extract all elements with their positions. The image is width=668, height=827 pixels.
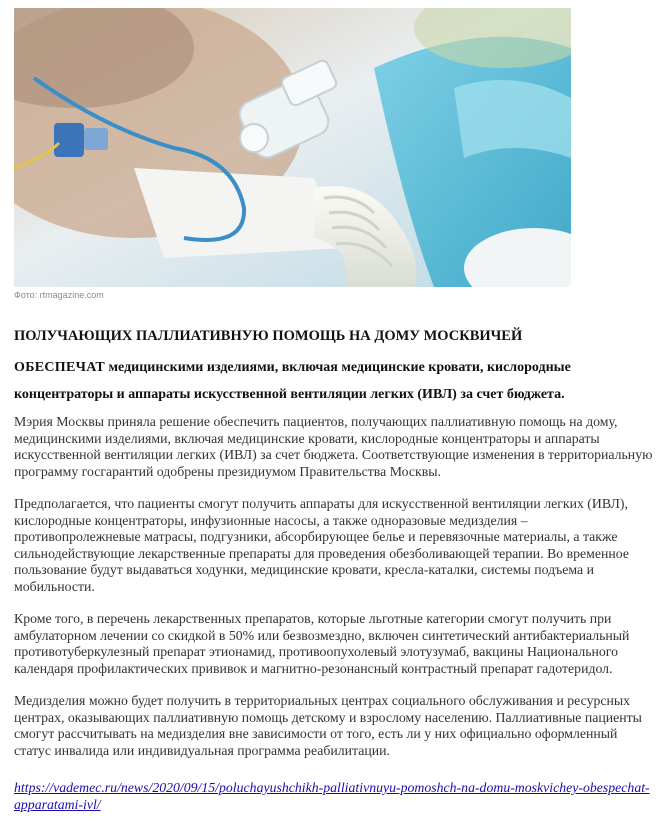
article-subheading: [14, 354, 654, 408]
paragraph: Мэрия Москвы приняла решение обеспечить пациентов, получающих паллиативную помощь на дому, медицинскими изделиями, включая медицинские кровати, кислородные концентраторы и аппараты искусственной вентиляции легких (ИВЛ) за счет бюджета. Соответствующие изменения в территориальную программу госгарантий одобрены президиумом Правительства Москвы.: [14, 414, 653, 479]
subheading-text: медицинскими изделиями, включая медицинские кровати, кислородные концентраторы и аппараты искусственной вентиляции легких (ИВЛ) за счет бюджета.: [14, 360, 571, 402]
paragraph: Медизделия можно будет получить в территориальных центрах социального обслуживания и ресурсных центрах, оказывающих паллиативную помощь детскому и взрослому населению. Паллиативные пациенты смогут рассчитывать на медизделия вне зависимости от того, есть ли у них официально оформленный статус инвалида или индивидуальная программа реабилитации.: [14, 693, 642, 758]
source-link[interactable]: https://vademec.ru/news/2020/09/15/poluchayushchikh-palliativnuyu-pomoshch-na-domu-moskvichey-obespechat-apparatami-ivl/: [14, 780, 650, 812]
source-link-container: [14, 780, 654, 813]
ventilator-illustration: [14, 8, 571, 287]
article-photo: [14, 8, 571, 287]
paragraph: Кроме того, в перечень лекарственных препаратов, которые льготные категории смогут получить при амбулаторном лечении со скидкой в 50% или безвозмездно, включен синтетический антибактериальный противотуберкулезный препарат этионамид, противоопухолевый элотузумаб, вакцины Национального календаря профилактических прививок и магнитно-резонансный контрастный препарат гадотеридол.: [14, 611, 630, 676]
article-headline: ПОЛУЧАЮЩИХ ПАЛЛИАТИВНУЮ ПОМОЩЬ НА ДОМУ МОСКВИЧЕЙ: [14, 328, 523, 344]
photo-credit: Фото: rtmagazine.com: [14, 290, 104, 300]
subheading-lead: ОБЕСПЕЧАТ: [14, 360, 106, 375]
paragraph: Предполагается, что пациенты смогут получить аппараты для искусственной вентиляции легких (ИВЛ), кислородные концентраторы, инфузионные насосы, а также одноразовые медизделия – противопролежневые матрасы, подгузники, абсорбирующее белье и перевязочные материалы, а также сильнодействующие лекарственные препараты для проведения обезболивающей терапии. Во временное пользование будут выдаваться ходунки, медицинские кровати, кресла-каталки, системы подъема и мобильности.: [14, 496, 629, 594]
article-body: [14, 414, 656, 775]
